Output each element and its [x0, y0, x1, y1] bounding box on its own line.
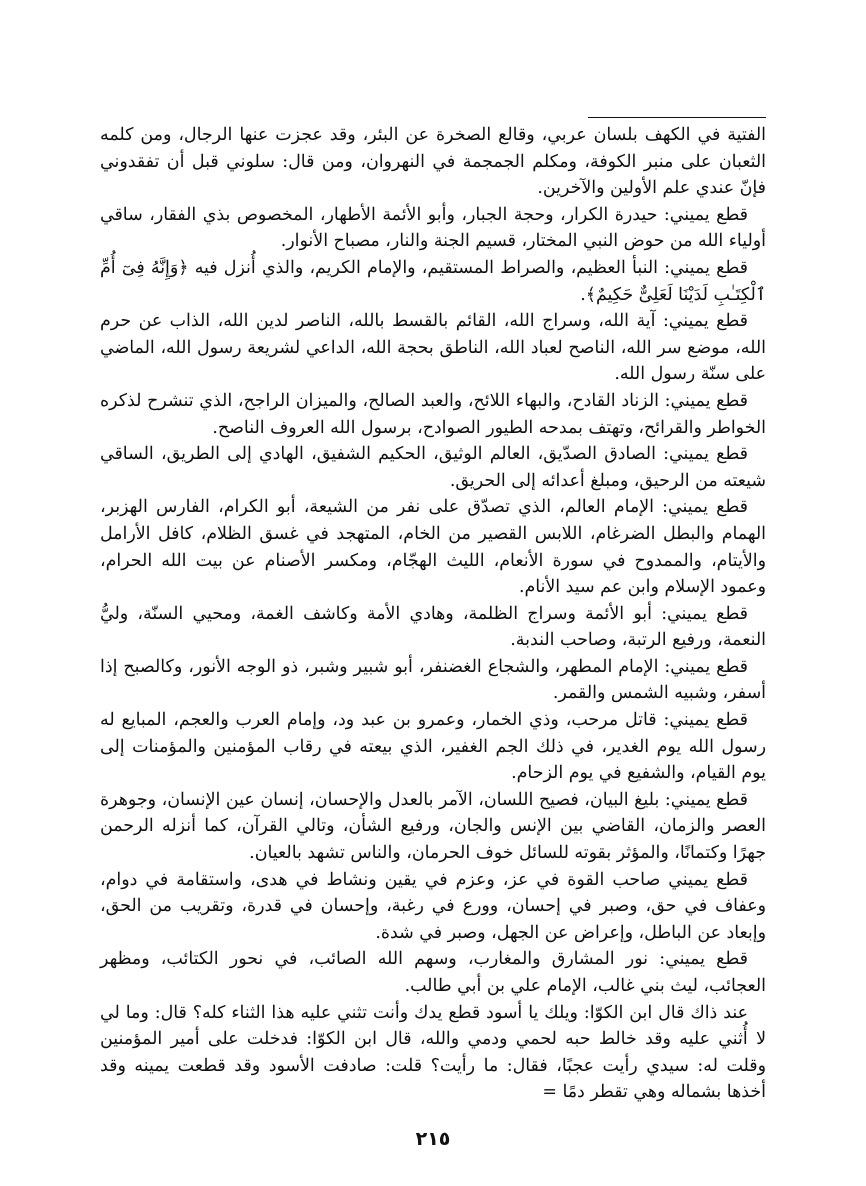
paragraph: الفتية في الكهف بلسان عربي، وقالع الصخرة عن البئر، وقد عجزت عنها الرجال، ومن كلمه الثعبان على منبر الكوفة، ومكلم الجمجمة في النهروان، ومن قال: سلوني قبل أن تفقدوني فإنّ عندي علم الأولين والآخرين. — [100, 125, 766, 199]
paragraph: قطع يميني: النبأ العظيم، والصراط المستقيم، والإمام الكريم، والذي أُنزل فيه ﴿وَإِنَّهُ فِىٓ أُمِّ ٱلْكِتَـٰبِ لَدَيْنَا لَعَلِىٌّ حَكِيمٌ﴾. — [100, 257, 766, 305]
paragraph: قطع يميني صاحب القوة في عز، وعزم في يقين ونشاط في هدى، واستقامة في دوام، وعفاف في حق، وصبر في إحسان، وورع في رغبة، وإحسان في قدرة، وتقريب من الحق، وإبعاد عن الباطل، وإعراض عن الجهل، وصبر في شدة. — [100, 869, 766, 943]
paragraph: قطع يميني: الإمام المطهر، والشجاع الغضنفر، أبو شبير وشبر، ذو الوجه الأنور، وكالصبح إذا أسفر، وشبيه الشمس والقمر. — [100, 656, 766, 704]
paragraph: قطع يميني: حيدرة الكرار، وحجة الجبار، وأبو الأئمة الأطهار، المخصوص بذي الفقار، ساقي أولياء الله من حوض النبي المختار، قسيم الجنة والنار، مصباح الأنوار. — [100, 204, 766, 252]
paragraph: قطع يميني: أبو الأئمة وسراج الظلمة، وهادي الأمة وكاشف الغمة، ومحيي السنّة، وليُّ النعمة، ورفيع الرتبة، وصاحب الندبة. — [100, 603, 766, 651]
paragraph: قطع يميني: آية الله، وسراج الله، القائم بالقسط بالله، الناصر لدين الله، الذاب عن حرم الله، موضع سر الله، الناصح لعباد الله، الناطق بحجة الله، الداعي لشريعة رسول الله، الماضي على سنّة رسول الله. — [100, 311, 766, 385]
paragraph: عند ذاك قال ابن الكوّا: ويلك يا أسود قطع يدك وأنت تثني عليه هذا الثناء كله؟ قال: وما لي لا أُثني عليه وقد خالط حبه لحمي ودمي والله، قال ابن الكوّا: فدخلت على أمير المؤمنين وقلت له: سيدي رأيت عجبًا، فقال: ما رأيت؟ قلت: صادفت الأسود وقد قطعت يمينه وقد أخذها بشماله وهي تقطر دمًا = — [100, 1002, 766, 1103]
paragraph: قطع يميني: الصادق الصدّيق، العالم الوثيق، الحكيم الشفيق، الهادي إلى الطريق، الساقي شيعته من الرحيق، ومبلغ أعدائه إلى الحريق. — [100, 444, 766, 491]
paragraph: قطع يميني: قاتل مرحب، وذي الخمار، وعمرو بن عبد ود، وإمام العرب والعجم، المبايع له رسول الله يوم الغدير، في ذلك الجم الغفير، الذي بيعته في رقاب المؤمنين والمؤمنات إلى يوم القيام، والشفيع في يوم الزحام. — [100, 710, 766, 784]
paragraph: قطع يميني: الزناد القادح، والبهاء اللائح، والعبد الصالح، والميزان الراجح، الذي تنشرح لذكره الخواطر والقرائح، وتهتف بمدحه الطيور الصوادح، برسول الله العروف الناصح. — [100, 390, 766, 438]
footnote-separator-rule — [588, 117, 766, 118]
paragraph: قطع يميني: بليغ البيان، فصيح اللسان، الآمر بالعدل والإحسان، إنسان عين الإنسان، وجوهرة العصر والزمان، القاضي بين الإنس والجان، ورفيع الشأن، وتالي القرآن، كما أنزله الرحمن جهرًا وكتمانًا، والمؤثر بقوته للسائل خوف الحرمان، والناس تشهد بالعيان. — [100, 789, 766, 864]
paragraph: قطع يميني: نور المشارق والمغارب، وسهم الله الصائب، في نحور الكتائب، ومظهر العجائب، ليث بني غالب، الإمام علي بن أبي طالب. — [100, 949, 766, 996]
page-number: ٢١٥ — [415, 1128, 451, 1150]
paragraph: قطع يميني: الإمام العالم، الذي تصدّق على نفر من الشيعة، أبو الكرام، الفارس الهزبر، الهمام والبطل الضرغام، اللابس القصير من الخام، المتهجد في غسق الظلام، كافل الأرامل والأيتام، والممدوح في سورة الأنعام، الليث الهجّام، ومكسر الأصنام عن بيت الله الحرام، وعمود الإسلام وابن عم سيد الأنام. — [100, 497, 766, 598]
body-text — [100, 122, 766, 1106]
